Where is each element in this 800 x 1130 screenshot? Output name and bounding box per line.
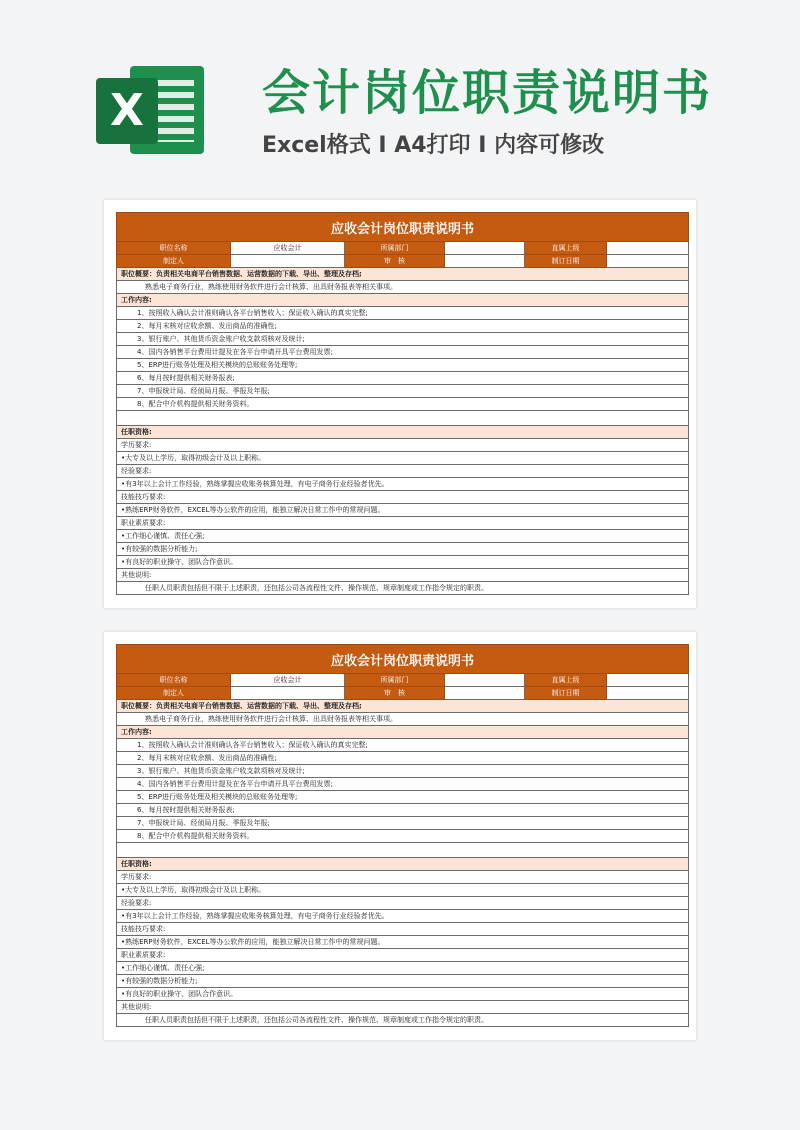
label-author: 制定人 (117, 687, 231, 700)
work-item: 1、按照收入确认会计准则确认各平台销售收入；保证收入确认的真实完整; (117, 739, 689, 752)
qualification-line: 职业素质要求: (117, 517, 689, 530)
qualification-line: •熟练ERP财务软件，EXCEL等办公软件的应用，能独立解决日常工作中的常规问题。 (117, 936, 689, 949)
label-reviewer: 审 核 (345, 255, 445, 268)
work-item: 6、每月按时提供相关财务报表; (117, 804, 689, 817)
label-department: 所属部门 (345, 242, 445, 255)
sheet-title: 应收会计岗位职责说明书 (117, 213, 689, 242)
blank-row (117, 411, 689, 426)
blank-row (117, 843, 689, 858)
work-item: 3、银行账户、其他货币资金账户收支款项核对及统计; (117, 333, 689, 346)
label-position: 职位名称 (117, 674, 231, 687)
label-date: 制订日期 (525, 687, 607, 700)
qualification-section-label: 任职资格: (117, 858, 689, 871)
qualification-line: 学历要求: (117, 439, 689, 452)
value-reviewer[interactable] (445, 255, 525, 268)
work-item: 6、每月按时提供相关财务报表; (117, 372, 689, 385)
overview-row: 职位概要：负责相关电商平台销售数据、运营数据的下载、导出、整理及存档; (117, 268, 689, 281)
work-item: 1、按照收入确认会计准则确认各平台销售收入；保证收入确认的真实完整; (117, 307, 689, 320)
overview-row: 职位概要：负责相关电商平台销售数据、运营数据的下载、导出、整理及存档; (117, 700, 689, 713)
value-position[interactable]: 应收会计 (231, 674, 345, 687)
sheet-preview-2 (104, 632, 696, 1040)
label-date: 制订日期 (525, 255, 607, 268)
label-supervisor: 直属上级 (525, 242, 607, 255)
value-reviewer[interactable] (445, 687, 525, 700)
page-subtitle: Excel格式 I A4打印 I 内容可修改 (262, 133, 605, 158)
qualification-line: 技能技巧要求: (117, 923, 689, 936)
work-item: 2、每月末核对应收余额、发出商品的准确性; (117, 320, 689, 333)
qualification-line: •熟练ERP财务软件，EXCEL等办公软件的应用，能独立解决日常工作中的常规问题。 (117, 504, 689, 517)
overview-line: 熟悉电子商务行业，熟练使用财务软件进行会计核算、出具财务报表等相关事项。 (117, 713, 689, 726)
page-title: 会计岗位职责说明书 (262, 65, 713, 121)
work-item: 3、银行账户、其他货币资金账户收支款项核对及统计; (117, 765, 689, 778)
banner (0, 0, 800, 180)
qualification-line: •工作细心谨慎、责任心强; (117, 530, 689, 543)
job-description-table (116, 212, 689, 595)
work-section-label: 工作内容: (117, 294, 689, 307)
value-author[interactable] (231, 255, 345, 268)
label-author: 制定人 (117, 255, 231, 268)
work-item: 7、申报统计局、经侦局月报、季报及年报; (117, 817, 689, 830)
overview-line: 熟悉电子商务行业，熟练使用财务软件进行会计核算、出具财务报表等相关事项。 (117, 281, 689, 294)
work-item: 4、国内各销售平台费用计提及在各平台申请开具平台费用发票; (117, 778, 689, 791)
qualification-line: •有良好的职业操守、团队合作意识。 (117, 988, 689, 1001)
qualification-line: •有3年以上会计工作经验，熟练掌握应收账务核算处理，有电子商务行业经验者优先。 (117, 478, 689, 491)
value-supervisor[interactable] (607, 242, 689, 255)
other-note: 任职人员职责包括但不限于上述职责，还包括公司各流程性文件、操作规范、规章制度或工作指令规定的职责。 (117, 1014, 689, 1027)
qualification-line: 经验要求: (117, 897, 689, 910)
qualification-line: 职业素质要求: (117, 949, 689, 962)
qualification-line: 其他说明: (117, 569, 689, 582)
sheet-title: 应收会计岗位职责说明书 (117, 645, 689, 674)
value-supervisor[interactable] (607, 674, 689, 687)
work-item: 8、配合中介机构提供相关财务资料。 (117, 830, 689, 843)
work-item: 8、配合中介机构提供相关财务资料。 (117, 398, 689, 411)
value-date[interactable] (607, 687, 689, 700)
work-item: 7、申报统计局、经侦局月报、季报及年报; (117, 385, 689, 398)
qualification-line: •有良好的职业操守、团队合作意识。 (117, 556, 689, 569)
excel-logo-letter: X (96, 78, 158, 144)
qualification-line: •有3年以上会计工作经验，熟练掌握应收账务核算处理，有电子商务行业经验者优先。 (117, 910, 689, 923)
qualification-section-label: 任职资格: (117, 426, 689, 439)
qualification-line: •有较强的数据分析能力; (117, 543, 689, 556)
sheet-preview-1 (104, 200, 696, 608)
qualification-line: •工作细心谨慎、责任心强; (117, 962, 689, 975)
qualification-line: •大专及以上学历，取得初级会计及以上职称。 (117, 884, 689, 897)
qualification-line: 经验要求: (117, 465, 689, 478)
qualification-line: •大专及以上学历，取得初级会计及以上职称。 (117, 452, 689, 465)
label-department: 所属部门 (345, 674, 445, 687)
qualification-line: 其他说明: (117, 1001, 689, 1014)
other-note: 任职人员职责包括但不限于上述职责，还包括公司各流程性文件、操作规范、规章制度或工作指令规定的职责。 (117, 582, 689, 595)
label-supervisor: 直属上级 (525, 674, 607, 687)
label-reviewer: 审 核 (345, 687, 445, 700)
excel-logo-icon (96, 60, 204, 160)
value-date[interactable] (607, 255, 689, 268)
work-item: 4、国内各销售平台费用计提及在各平台申请开具平台费用发票; (117, 346, 689, 359)
work-item: 2、每月末核对应收余额、发出商品的准确性; (117, 752, 689, 765)
label-position: 职位名称 (117, 242, 231, 255)
job-description-table (116, 644, 689, 1027)
work-section-label: 工作内容: (117, 726, 689, 739)
value-author[interactable] (231, 687, 345, 700)
value-position[interactable]: 应收会计 (231, 242, 345, 255)
qualification-line: 技能技巧要求: (117, 491, 689, 504)
work-item: 5、ERP进行账务处理及相关模块的总账账务处理等; (117, 791, 689, 804)
value-department[interactable] (445, 674, 525, 687)
work-item: 5、ERP进行账务处理及相关模块的总账账务处理等; (117, 359, 689, 372)
value-department[interactable] (445, 242, 525, 255)
qualification-line: 学历要求: (117, 871, 689, 884)
qualification-line: •有较强的数据分析能力; (117, 975, 689, 988)
